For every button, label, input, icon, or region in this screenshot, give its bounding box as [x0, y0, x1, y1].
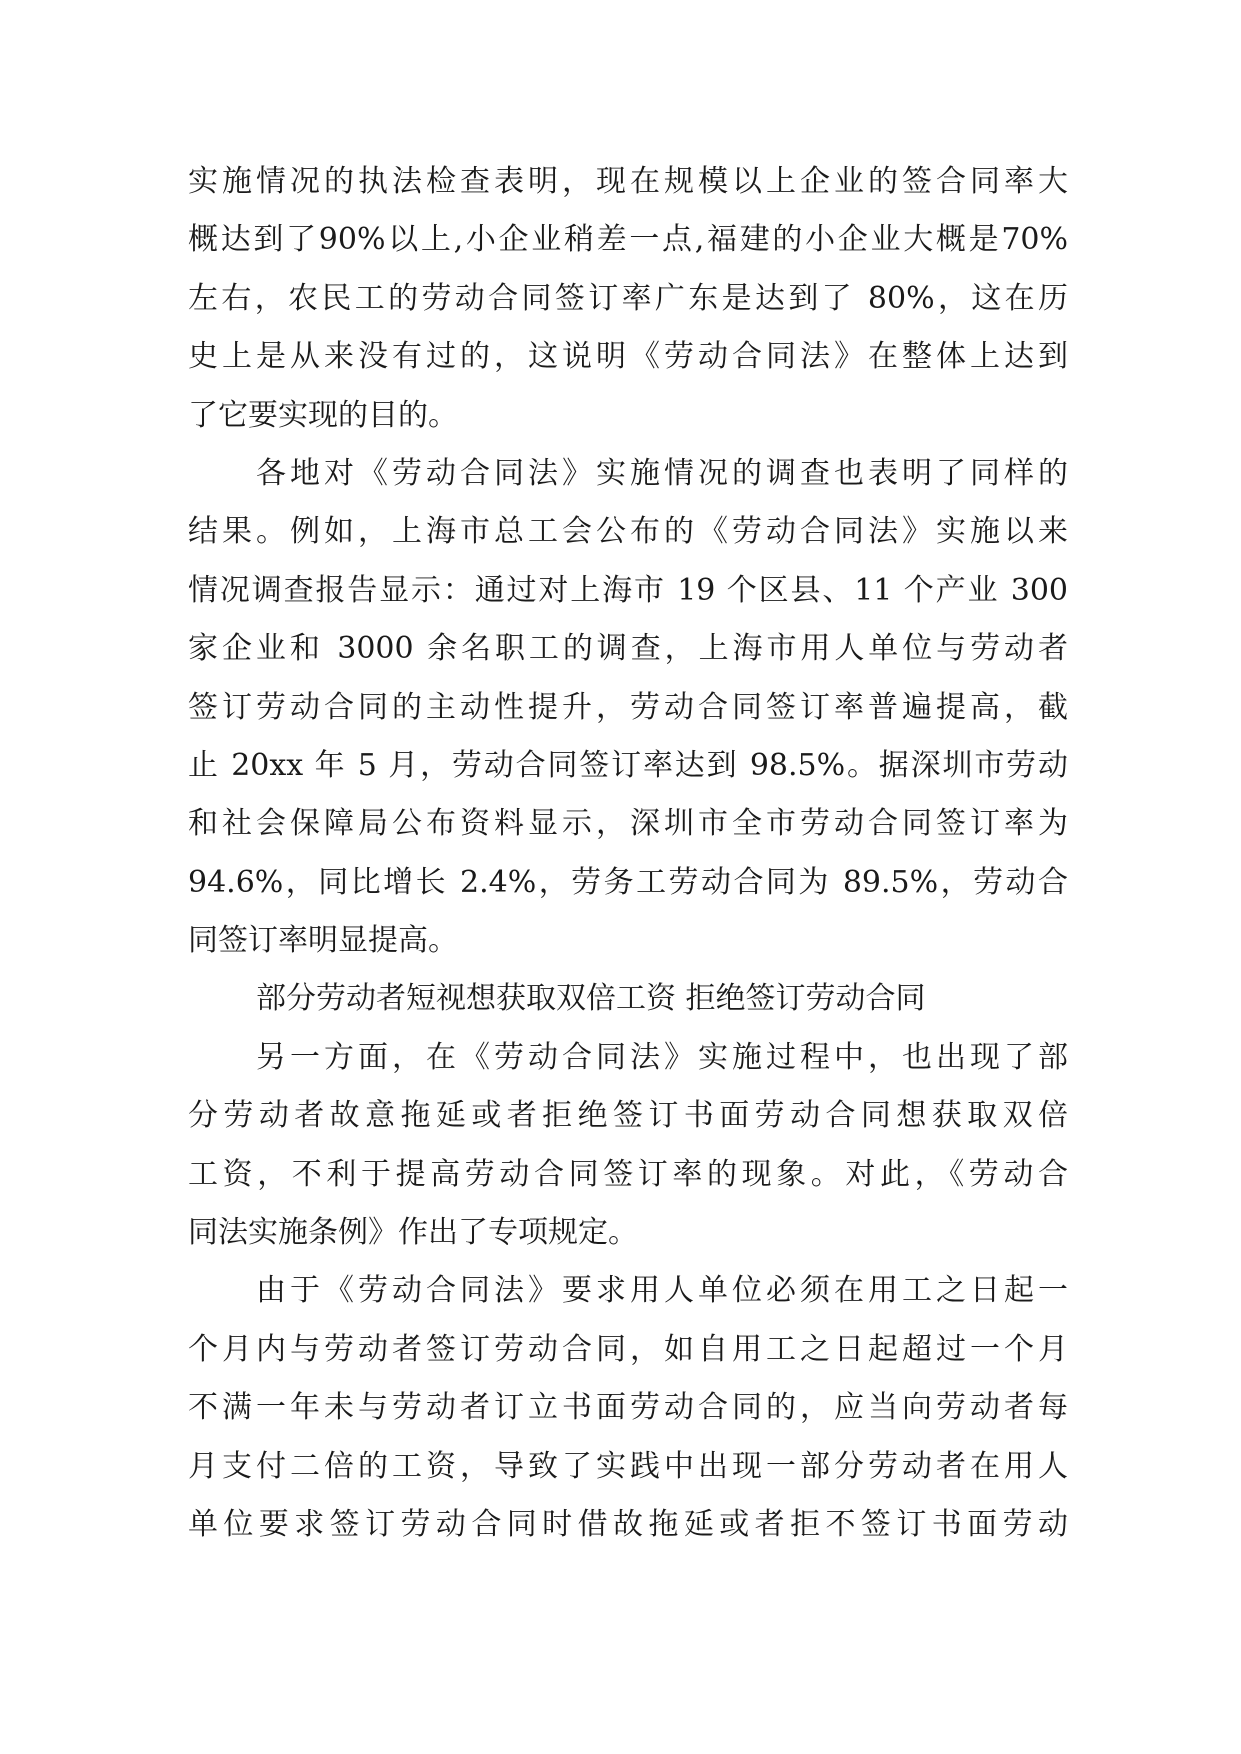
text-line: 实施情况的执法检查表明，现在规模以上企业的签合同率大 — [188, 164, 1068, 199]
text-line: 月支付二倍的工资，导致了实践中出现一部分劳动者在用人 — [188, 1448, 1068, 1484]
text-line: 工资，不利于提高劳动合同签订率的现象。对此，《劳动合 — [188, 1156, 1068, 1192]
text-line: 部分劳动者短视想获取双倍工资 拒绝签订劳动合同 — [256, 981, 926, 1017]
text-line: 情况调查报告显示：通过对上海市 19 个区县、11 个产业 300 — [188, 572, 1068, 608]
text-line: 由于《劳动合同法》要求用人单位必须在用工之日起一 — [256, 1273, 1068, 1309]
text-line: 单位要求签订劳动合同时借故拖延或者拒不签订书面劳动 — [188, 1506, 1068, 1542]
text-line: 个月内与劳动者签订劳动合同，如自用工之日起超过一个月 — [188, 1331, 1068, 1367]
text-line: 史上是从来没有过的，这说明《劳动合同法》在整体上达到 — [188, 339, 1068, 375]
text-line: 另一方面，在《劳动合同法》实施过程中，也出现了部 — [256, 1039, 1068, 1075]
text-line: 同法实施条例》作出了专项规定。 — [188, 1215, 638, 1251]
text-line: 结果。例如，上海市总工会公布的《劳动合同法》实施以来 — [188, 514, 1068, 550]
text-line: 家企业和 3000 余名职工的调查，上海市用人单位与劳动者 — [188, 631, 1068, 667]
text-line: 同签订率明显提高。 — [188, 923, 458, 959]
text-line: 各地对《劳动合同法》实施情况的调查也表明了同样的 — [256, 455, 1068, 491]
text-line: 了它要实现的目的。 — [188, 397, 458, 433]
text-line: 概达到了90%以上,小企业稍差一点,福建的小企业大概是70% — [188, 222, 1068, 258]
text-line: 止 20xx 年 5 月，劳动合同签订率达到 98.5%。据深圳市劳动 — [188, 747, 1068, 783]
text-line: 94.6%，同比增长 2.4%，劳务工劳动合同为 89.5%，劳动合 — [188, 864, 1068, 900]
text-line: 不满一年未与劳动者订立书面劳动合同的，应当向劳动者每 — [188, 1390, 1068, 1426]
text-line: 签订劳动合同的主动性提升，劳动合同签订率普遍提高，截 — [188, 689, 1068, 725]
text-line: 分劳动者故意拖延或者拒绝签订书面劳动合同想获取双倍 — [188, 1098, 1068, 1134]
text-line: 和社会保障局公布资料显示，深圳市全市劳动合同签订率为 — [188, 806, 1068, 842]
body-text — [188, 153, 1068, 1554]
text-line: 左右，农民工的劳动合同签订率广东是达到了 80%，这在历 — [188, 280, 1068, 316]
